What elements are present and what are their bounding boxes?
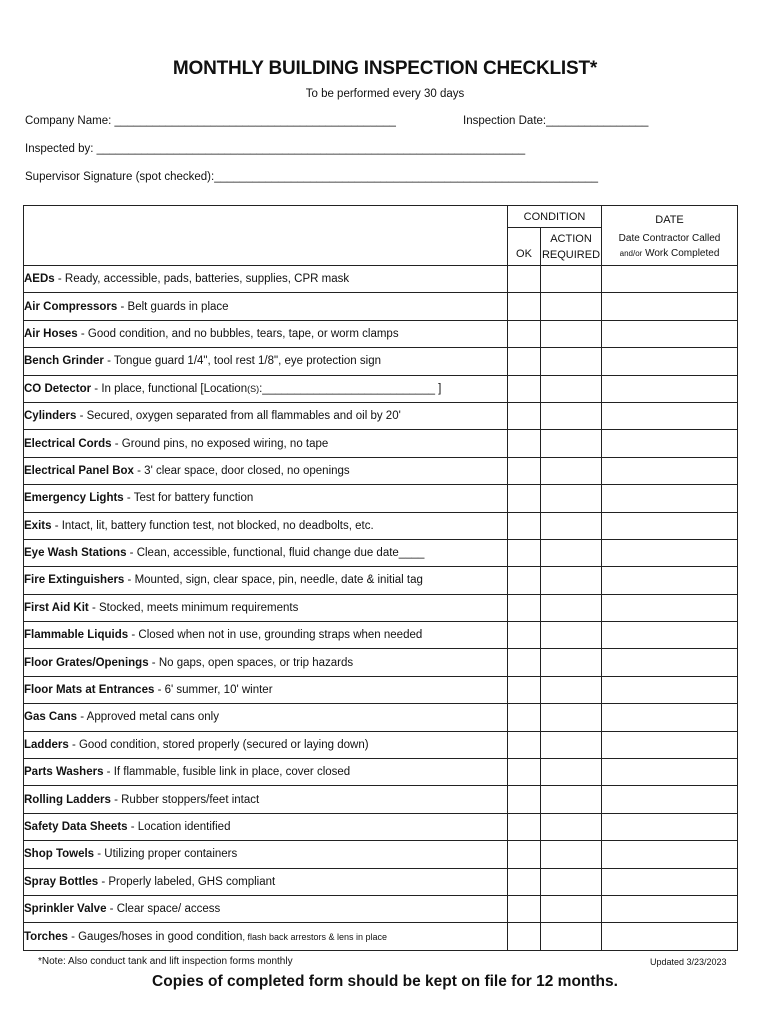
inspection-table [23, 205, 738, 951]
date-completed-cell[interactable] [602, 266, 738, 293]
supervisor-signature-field [25, 171, 598, 183]
ok-checkbox-cell[interactable] [508, 430, 541, 457]
date-header: DATE [602, 206, 738, 228]
ok-checkbox-cell[interactable] [508, 266, 541, 293]
ok-checkbox-cell[interactable] [508, 512, 541, 539]
checklist-row [24, 868, 738, 895]
checklist-item-description: - 6' summer, 10' winter [154, 684, 273, 697]
checklist-row [24, 676, 738, 703]
checklist-item-description: - Secured, oxygen separated from all flammables and oil by 20' [76, 410, 401, 423]
checklist-item-description: - Closed when not in use, grounding straps when needed [128, 629, 423, 642]
checklist-item-name: CO Detector [24, 382, 92, 395]
checklist-item-description: - In place, functional [Location [91, 382, 248, 395]
checklist-row [24, 813, 738, 840]
checklist-item-name: Exits [24, 519, 52, 532]
checklist-item-name: Emergency Lights [24, 492, 124, 505]
checklist-item [24, 375, 508, 402]
action-required-cell[interactable] [541, 759, 602, 786]
checklist-item [24, 731, 508, 758]
checklist-item-name: Air Compressors [24, 300, 118, 313]
checklist-item [24, 923, 508, 950]
action-required-cell[interactable] [541, 485, 602, 512]
ok-checkbox-cell[interactable] [508, 402, 541, 429]
action-required-header [541, 228, 602, 266]
checklist-row [24, 594, 738, 621]
action-required-cell[interactable] [541, 430, 602, 457]
checklist-item [24, 293, 508, 320]
checklist-row [24, 266, 738, 293]
checklist-item-name: Safety Data Sheets [24, 821, 128, 833]
date-completed-cell[interactable] [602, 676, 738, 703]
checklist-item [24, 320, 508, 347]
checklist-item-description: - Properly labeled, GHS compliant [98, 875, 276, 888]
date-completed-cell[interactable] [602, 923, 738, 950]
action-required-cell[interactable] [541, 348, 602, 375]
checklist-item [24, 649, 508, 676]
ok-checkbox-cell[interactable] [508, 813, 541, 840]
checklist-row [24, 348, 738, 375]
date-completed-cell[interactable] [602, 786, 738, 813]
checklist-item [24, 868, 508, 895]
date-sub-small: and/or [619, 249, 643, 259]
ok-checkbox-cell[interactable] [508, 649, 541, 676]
checklist-item-name: Sprinkler Valve [24, 903, 107, 916]
checklist-row [24, 622, 738, 649]
checklist-item-description: - Approved metal cans only [77, 711, 219, 724]
checklist-item [24, 266, 508, 293]
date-completed-cell[interactable] [602, 704, 738, 731]
action-required-cell[interactable] [541, 375, 602, 402]
checklist-item [24, 457, 508, 484]
checklist-item-description: - Clean, accessible, functional, fluid change due date____ [126, 547, 425, 560]
date-completed-cell[interactable] [602, 348, 738, 375]
date-completed-cell[interactable] [602, 622, 738, 649]
action-required-cell[interactable] [541, 786, 602, 813]
checklist-item [24, 759, 508, 786]
action-required-cell[interactable] [541, 622, 602, 649]
date-subheader [602, 228, 738, 266]
date-sub-line2: Work Completed [642, 248, 720, 260]
checklist-row [24, 567, 738, 594]
ok-checkbox-cell[interactable] [508, 457, 541, 484]
checklist-item-name: Flammable Liquids [24, 629, 129, 642]
checklist-item-name: Electrical Panel Box [24, 464, 134, 477]
checklist-row [24, 895, 738, 922]
checklist-row [24, 786, 738, 813]
checklist-item-name: Eye Wash Stations [24, 547, 127, 560]
date-sub-line1: Date Contractor Called [618, 233, 721, 245]
date-completed-cell[interactable] [602, 320, 738, 347]
checklist-row [24, 402, 738, 429]
action-required-cell[interactable] [541, 731, 602, 758]
checklist-item [24, 430, 508, 457]
checklist-item-name: Ladders [24, 738, 69, 751]
ok-checkbox-cell[interactable] [508, 567, 541, 594]
checklist-item [24, 622, 508, 649]
checklist-item [24, 539, 508, 566]
checklist-row [24, 731, 738, 758]
checklist-row [24, 512, 738, 539]
action-required-cell[interactable] [541, 704, 602, 731]
company-name-blank[interactable]: ____________________________________________ [114, 115, 396, 127]
checklist-item [24, 813, 508, 840]
checklist-item [24, 348, 508, 375]
action-required-cell[interactable] [541, 512, 602, 539]
checklist-item-description: - Good condition, and no bubbles, tears, tape, or worm clamps [77, 327, 399, 340]
checklist-item [24, 567, 508, 594]
checklist-item-description: - No gaps, open spaces, or trip hazards [148, 656, 354, 669]
checklist-item-name: Rolling Ladders [24, 793, 111, 806]
checklist-item-description: - Mounted, sign, clear space, pin, needle, date & initial tag [124, 574, 423, 587]
item-header-cell [24, 206, 508, 266]
retention-notice: Copies of completed form should be kept on file for 12 months. [152, 973, 618, 990]
date-completed-cell[interactable] [602, 868, 738, 895]
checklist-item-name: Floor Mats at Entrances [24, 684, 155, 697]
date-completed-cell[interactable] [602, 813, 738, 840]
checklist-row [24, 923, 738, 950]
checklist-item-description: - Stocked, meets minimum requirements [88, 601, 299, 614]
action-required-cell[interactable] [541, 539, 602, 566]
ok-checkbox-cell[interactable] [508, 293, 541, 320]
checklist-item-description: - Intact, lit, battery function test, not blocked, no deadbolts, etc. [51, 519, 374, 532]
inspected-by-field [25, 143, 525, 155]
checklist-item-name: Bench Grinder [24, 355, 104, 368]
action-required-cell[interactable] [541, 923, 602, 950]
checklist-item-name: Floor Grates/Openings [24, 656, 149, 669]
action-required-cell[interactable] [541, 402, 602, 429]
checklist-item-description: - Gauges/hoses in good condition [67, 930, 243, 943]
ok-checkbox-cell[interactable] [508, 868, 541, 895]
action-required-cell[interactable] [541, 813, 602, 840]
action-required-cell[interactable] [541, 676, 602, 703]
date-completed-cell[interactable] [602, 594, 738, 621]
ok-checkbox-cell[interactable] [508, 375, 541, 402]
checklist-item-description-small: , flash back arrestors & lens in place [242, 931, 388, 942]
action-required-cell[interactable] [541, 895, 602, 922]
checklist-item [24, 512, 508, 539]
ok-checkbox-cell[interactable] [508, 320, 541, 347]
checklist-item-name: Torches [24, 930, 68, 943]
checklist-item-name: Cylinders [24, 410, 77, 423]
action-required-cell[interactable] [541, 320, 602, 347]
action-required-cell[interactable] [541, 841, 602, 868]
ok-checkbox-cell[interactable] [508, 841, 541, 868]
action-header-line2: REQUIRED [541, 248, 601, 261]
supervisor-signature-label: Supervisor Signature (spot checked): [25, 171, 215, 183]
date-completed-cell[interactable] [602, 293, 738, 320]
checklist-item [24, 895, 508, 922]
ok-checkbox-cell[interactable] [508, 622, 541, 649]
ok-checkbox-cell[interactable] [508, 485, 541, 512]
ok-checkbox-cell[interactable] [508, 704, 541, 731]
checklist-item-description: - If flammable, fusible link in place, cover closed [103, 766, 351, 779]
ok-checkbox-cell[interactable] [508, 348, 541, 375]
checklist-row [24, 759, 738, 786]
date-completed-cell[interactable] [602, 430, 738, 457]
action-required-cell[interactable] [541, 266, 602, 293]
checklist-row [24, 430, 738, 457]
inspection-date-label: Inspection Date: [463, 115, 547, 127]
checklist-item [24, 402, 508, 429]
checklist-item-name: Parts Washers [24, 766, 104, 779]
ok-checkbox-cell[interactable] [508, 731, 541, 758]
inspected-by-blank[interactable]: ___________________________________________________________________ [96, 143, 526, 155]
checklist-item-description: - Belt guards in place [117, 300, 229, 313]
ok-checkbox-cell[interactable] [508, 923, 541, 950]
date-completed-cell[interactable] [602, 375, 738, 402]
checklist-item-description-small: (S) [247, 383, 260, 394]
checklist-row [24, 293, 738, 320]
checklist-row [24, 539, 738, 566]
checklist-item-description: - Clear space/ access [106, 903, 221, 916]
checklist-item-name: Fire Extinguishers [24, 574, 125, 587]
checklist-item-name: Electrical Cords [24, 437, 112, 450]
checklist-item-description: - 3' clear space, door closed, no openings [133, 464, 350, 477]
date-completed-cell[interactable] [602, 402, 738, 429]
date-completed-cell[interactable] [602, 539, 738, 566]
checklist-item-description: - Test for battery function [123, 492, 254, 505]
action-required-cell[interactable] [541, 649, 602, 676]
checklist-row [24, 841, 738, 868]
checklist-row [24, 457, 738, 484]
checklist-item [24, 676, 508, 703]
checklist-item-name: First Aid Kit [24, 601, 89, 614]
inspected-by-label: Inspected by: [25, 143, 97, 155]
checklist-item-name: Air Hoses [24, 327, 78, 340]
ok-checkbox-cell[interactable] [508, 539, 541, 566]
date-completed-cell[interactable] [602, 841, 738, 868]
ok-checkbox-cell[interactable] [508, 594, 541, 621]
ok-checkbox-cell[interactable] [508, 786, 541, 813]
action-required-cell[interactable] [541, 457, 602, 484]
action-required-cell[interactable] [541, 868, 602, 895]
checklist-item [24, 841, 508, 868]
date-completed-cell[interactable] [602, 649, 738, 676]
action-header-line1: ACTION [550, 232, 592, 245]
checklist-item-description: - Location identified [127, 821, 231, 833]
action-required-cell[interactable] [541, 594, 602, 621]
date-completed-cell[interactable] [602, 512, 738, 539]
supervisor-signature-blank[interactable]: ____________________________________________________________ [214, 171, 598, 183]
checklist-row [24, 375, 738, 402]
document-subtitle: To be performed every 30 days [305, 88, 465, 100]
checklist-item [24, 594, 508, 621]
checklist-item-description: - Good condition, stored properly (secured or laying down) [68, 738, 369, 751]
checklist-item-name: Gas Cans [24, 711, 78, 724]
action-required-cell[interactable] [541, 567, 602, 594]
checklist-item [24, 485, 508, 512]
checklist-item-description: - Utilizing proper containers [94, 848, 238, 861]
date-completed-cell[interactable] [602, 731, 738, 758]
date-completed-cell[interactable] [602, 485, 738, 512]
checklist-item-description: - Rubber stoppers/feet intact [110, 793, 260, 806]
date-completed-cell[interactable] [602, 457, 738, 484]
company-name-label: Company Name: [25, 115, 115, 127]
checklist-item-description: - Ground pins, no exposed wiring, no tape [111, 437, 329, 450]
checklist-row [24, 320, 738, 347]
document-title: MONTHLY BUILDING INSPECTION CHECKLIST* [172, 58, 598, 79]
checklist-item-description-tail: :___________________________ ] [259, 382, 442, 395]
checklist-item [24, 704, 508, 731]
checklist-row [24, 485, 738, 512]
checklist-item-description: - Tongue guard 1/4", tool rest 1/8", eye protection sign [103, 355, 381, 368]
checklist-row [24, 649, 738, 676]
date-completed-cell[interactable] [602, 759, 738, 786]
checklist-item-name: Spray Bottles [24, 875, 99, 888]
inspection-date-field [463, 115, 648, 127]
inspection-date-blank[interactable]: ________________ [546, 115, 649, 127]
ok-header: OK [508, 228, 541, 266]
condition-header: CONDITION [508, 206, 602, 228]
ok-checkbox-cell[interactable] [508, 895, 541, 922]
date-completed-cell[interactable] [602, 567, 738, 594]
date-completed-cell[interactable] [602, 895, 738, 922]
checklist-item-description: - Ready, accessible, pads, batteries, supplies, CPR mask [54, 273, 350, 286]
ok-checkbox-cell[interactable] [508, 676, 541, 703]
footnote: *Note: Also conduct tank and lift inspection forms monthly [38, 956, 293, 967]
checklist-item-name: Shop Towels [24, 848, 95, 861]
checklist-item-name: AEDs [24, 273, 55, 286]
checklist-row [24, 704, 738, 731]
checklist-item [24, 786, 508, 813]
updated-date: Updated 3/23/2023 [650, 957, 727, 967]
company-name-field [25, 115, 396, 127]
ok-checkbox-cell[interactable] [508, 759, 541, 786]
action-required-cell[interactable] [541, 293, 602, 320]
